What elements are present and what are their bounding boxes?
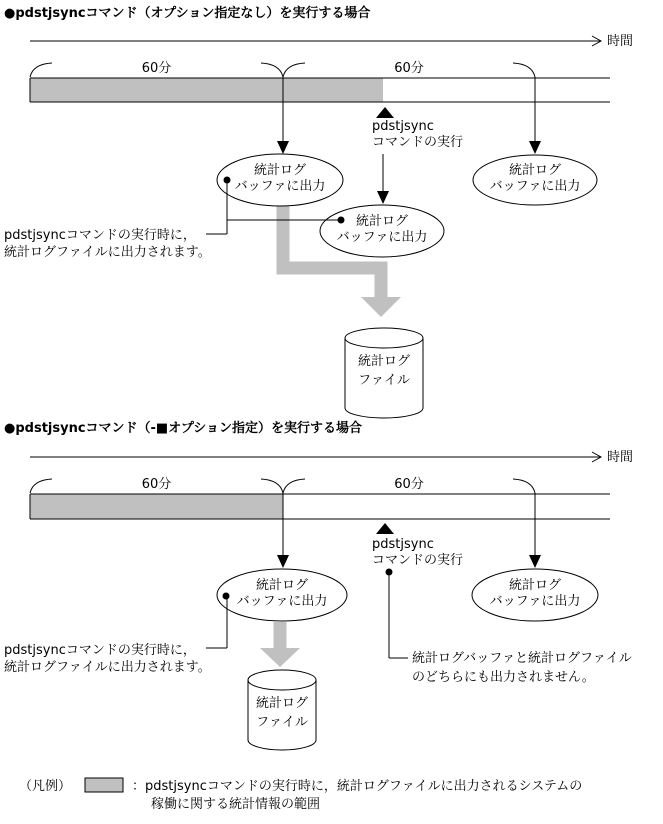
- buffer-ellipse-right-label: [469, 578, 601, 610]
- execution-label-line2: コマンドの実行: [372, 135, 464, 150]
- section2-title: ●pdstjsyncコマンド（-■オプション指定）を実行する場合: [4, 421, 363, 436]
- timeline-bar-gray-range: [30, 494, 283, 519]
- cylinder-bottom: [345, 408, 423, 418]
- callout-line1: pdstjsyncコマンドの実行時に，: [4, 228, 196, 243]
- leader-dot: [386, 569, 393, 576]
- buffer-label-line2: バッファに出力: [489, 594, 581, 609]
- buffer-label-line2: バッファに出力: [234, 179, 326, 194]
- buffer-label-line2: バッファに出力: [489, 179, 581, 194]
- callout-line1: pdstjsyncコマンドの実行時に，: [4, 643, 196, 658]
- buffer-ellipse-3-label: [469, 163, 601, 195]
- note-line2: のどちらにも出力されません。: [412, 670, 595, 685]
- buffer-ellipse-left-label: [216, 578, 348, 610]
- execution-label-line2: コマンドの実行: [372, 553, 464, 568]
- buffer-label-line2: バッファに出力: [336, 230, 428, 245]
- note-line1: 統計ログバッファと統計ログファイル: [412, 651, 632, 666]
- buffer-label-line1: 統計ログ: [508, 163, 561, 178]
- gray-merge-arrow-head: [361, 297, 401, 317]
- buffer-label-line1: 統計ログ: [253, 163, 306, 178]
- down-arrow-head: [377, 191, 389, 204]
- log-file-label: [248, 694, 316, 732]
- down-arrow-head: [529, 555, 541, 568]
- cylinder-top: [345, 328, 423, 348]
- interval-label-1: 60分: [141, 477, 172, 492]
- log-file-label: [345, 352, 423, 390]
- interval-label-1: 60分: [141, 61, 172, 76]
- down-arrow-head: [529, 141, 541, 154]
- buffer-label-line2: バッファに出力: [236, 594, 328, 609]
- cylinder-bottom: [248, 740, 316, 750]
- buffer-ellipse-1-label: [214, 163, 346, 195]
- interval-label-2: 60分: [394, 61, 424, 76]
- log-file-line2: ファイル: [256, 715, 308, 730]
- legend-label: （凡例）: [19, 779, 72, 794]
- execution-label-line1: pdstjsync: [372, 537, 434, 552]
- legend-desc-line1: ：pdstjsyncコマンドの実行時に，統計ログファイルに出力されるシステムの: [132, 779, 583, 794]
- time-axis-label: 時間: [607, 450, 634, 465]
- execution-label-line1: pdstjsync: [372, 119, 434, 134]
- section1-title: ●pdstjsyncコマンド（オプション指定なし）を実行する場合: [4, 6, 371, 21]
- buffer-label-line1: 統計ログ: [355, 214, 408, 229]
- gray-arrow-head: [260, 648, 300, 667]
- callout-line2: 統計ログファイルに出力されます。: [4, 660, 211, 675]
- buffer-ellipse-2-label: [316, 214, 448, 246]
- cylinder-top: [248, 670, 316, 690]
- log-file-line2: ファイル: [358, 373, 410, 388]
- interval-label-2: 60分: [394, 477, 424, 492]
- time-axis-label: 時間: [607, 34, 634, 49]
- log-file-line1: 統計ログ: [357, 354, 410, 369]
- legend-desc-line2: 稼働に関する統計情報の範囲: [151, 797, 321, 812]
- legend-swatch: [85, 778, 123, 792]
- execution-marker-triangle: [376, 523, 394, 534]
- buffer-label-line1: 統計ログ: [255, 578, 308, 593]
- down-arrow-head: [277, 555, 289, 568]
- callout-line2: 統計ログファイルに出力されます。: [4, 245, 211, 260]
- timeline-bar-gray-range: [30, 78, 383, 102]
- down-arrow-head: [277, 141, 289, 154]
- buffer-label-line1: 統計ログ: [508, 578, 561, 593]
- execution-marker-triangle: [376, 107, 394, 118]
- log-file-line1: 統計ログ: [255, 696, 308, 711]
